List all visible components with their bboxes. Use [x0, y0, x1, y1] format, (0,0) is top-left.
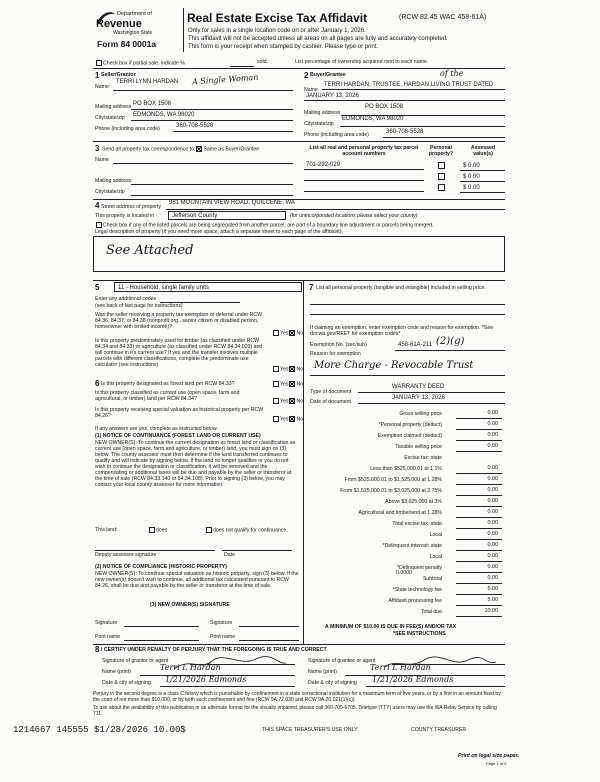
calc-label: Excise tax: state: [404, 455, 442, 461]
county-select[interactable]: [168, 211, 286, 220]
corr-city-label: City/state/zip: [95, 189, 125, 195]
calc-underline: [456, 583, 502, 584]
exemption-no-label: Exemption No. (sec/sub): [310, 342, 367, 348]
doc-type-label: Type of document: [310, 389, 352, 395]
grantor-name-hw: Terri L Hardan: [160, 663, 221, 672]
personal-prop-checkbox-3[interactable]: [438, 184, 445, 191]
buyer-name-line2[interactable]: JANUARY 13, 2026: [306, 93, 359, 99]
header-line2: This affidavit will not be accepted unless all areas on all pages are fully and accurately completed.: [188, 36, 448, 42]
buyer-phone-label: Phone (including area code): [304, 132, 369, 138]
corr-name-label: Name: [95, 157, 109, 163]
grantee-date-label: Date & city of signing: [308, 680, 357, 686]
section-2-number: 2: [304, 71, 309, 80]
calc-label: Taxable selling price: [395, 444, 442, 450]
alternate-format-note: To ask about the availability of this publication in an alternate format for the visually impaired, please call 360-705-6705. Teletype (TTY) users may use the WA Relay Service by calling 711.: [93, 705, 497, 717]
land-use-value: 11 - Household, single family units: [118, 284, 209, 291]
grantee-name-hw: Terri L Hardan: [370, 663, 431, 672]
calc-label: Affidavit processing fee: [388, 598, 442, 604]
assessed-header: Assessed value(s): [470, 145, 496, 157]
claim-exemption-note: If claiming an exemption, enter exemption code and reason for exemption. *See dor.wa.gov/REET for exemption codes*: [310, 325, 494, 337]
section-3-number: 3: [95, 144, 100, 153]
q1-no-checkbox[interactable]: [289, 330, 295, 336]
calc-underline: [456, 429, 502, 430]
buyer-handwritten-note: of the: [440, 69, 464, 78]
seller-mailing[interactable]: PO BOX 1508: [133, 101, 172, 107]
owner-print-label-1: Print name: [95, 634, 121, 640]
street-address[interactable]: 981 MOUNTAIN VIEW ROAD, QUILCENE, WA: [169, 200, 296, 206]
land-use-select[interactable]: [114, 282, 302, 292]
partial-sale-row: Check box if partial sale, indicate %: [95, 60, 185, 67]
current-use-question: Is this property classified as current use (open space, farm and agricultural, or timber) land per RCW 84.34?: [95, 390, 240, 402]
buyer-name[interactable]: TERRI HARDAN, TRUSTEE, HARDAN LIVING TRUST DATED: [324, 82, 494, 88]
calc-underline: [456, 550, 502, 551]
calc-underline: [456, 495, 502, 496]
calc-label: Local: [429, 532, 442, 538]
seller-title: Seller/Grantor: [101, 72, 136, 78]
grantee-name-label: Name (print): [308, 669, 337, 675]
county-value: Jefferson County: [172, 213, 218, 219]
q3-yes-no: Yes No: [272, 381, 303, 388]
calc-label: From $1,525,000.01 to $3,025,000 at 2.75%: [340, 488, 442, 494]
owner-sig-label-1: Signature: [95, 620, 118, 626]
calc-label: *Personal property (deduct): [378, 422, 442, 428]
doc-type[interactable]: WARRANTY DEED: [392, 384, 445, 390]
q2-yes-checkbox[interactable]: [273, 366, 279, 372]
q3-yes-checkbox[interactable]: [273, 381, 279, 387]
legal-paper-note: Print on legal size paper.: [458, 753, 519, 759]
receipt-stamp: 1214667 145555 $1/28/2026 10.00$: [13, 725, 186, 735]
seller-mailing-label: Mailing address: [95, 104, 132, 110]
grantor-signature-scribble: [170, 655, 290, 673]
calc-value[interactable]: 0.00: [487, 487, 498, 493]
calc-label: Exemption claimed (deduct): [377, 433, 442, 439]
minimum-due-note: A MINIMUM OF $10.00 IS DUE IN FEE(S) AND/OR TAX: [325, 624, 457, 630]
calc-value[interactable]: 0.00: [487, 410, 498, 416]
located-label: This property is located in: [95, 213, 155, 219]
calc-value[interactable]: 0.00: [487, 564, 498, 570]
calc-underline: [456, 506, 502, 507]
revenue-wordmark: Revenue: [96, 18, 142, 30]
certify-statement: I CERTIFY UNDER PENALTY OF PERJURY THAT THE FOREGOING IS TRUE AND CORRECT: [101, 647, 327, 653]
section-6-number: 6: [95, 379, 100, 388]
rcw-citation: (RCW 82.45 WAC 458-61A): [399, 14, 487, 21]
personal-prop-header: Personal property?: [428, 145, 454, 157]
personal-prop-checkbox-1[interactable]: [438, 162, 445, 169]
this-land-label: This land:: [95, 527, 118, 533]
header-line3: This form is your receipt when stamped by cashier. Please type or print.: [188, 44, 379, 50]
assessed-1[interactable]: $ 0.00: [463, 163, 480, 169]
located-note: (for unincorporated locations please select your county): [290, 213, 418, 219]
assessed-3[interactable]: $ 0.00: [463, 185, 480, 191]
calc-label: *Delinquent interest: state: [382, 543, 442, 549]
calc-value[interactable]: 0.00: [487, 443, 498, 449]
additional-codes-label: Enter any additional codes: [95, 296, 157, 302]
seller-city[interactable]: EDMONDS, WA 98020: [133, 112, 195, 118]
q2-yes-no: Yes No: [272, 366, 303, 373]
q4-no-checkbox[interactable]: [289, 398, 295, 404]
q3-no-checkbox[interactable]: [289, 381, 295, 387]
calc-label: Gross selling price: [399, 411, 442, 417]
grantee-sig-label: Signature of grantee or agent: [308, 658, 376, 664]
calc-value[interactable]: 0.00: [487, 498, 498, 504]
assessor-signature-label: Deputy assessor signature: [95, 552, 157, 558]
calc-label: Agricultural and timberland at 1.28%: [358, 510, 442, 516]
calc-underline: [456, 473, 502, 474]
reason-label: Reason for exemption: [310, 351, 361, 357]
reason-handwritten: More Charge - Revocable Trust: [314, 360, 474, 371]
calc-label: Total excise tax: state: [392, 521, 442, 527]
q4-yes-no: Yes No: [272, 398, 303, 405]
street-label: Street address of property: [101, 204, 161, 210]
form-title: Real Estate Excise Tax Affidavit: [187, 11, 368, 25]
legal-description-handwritten: See Attached: [106, 243, 194, 258]
buyer-title: Buyer/Grantee: [310, 72, 346, 78]
parcel-col-header: List all real and personal property tax parcel account numbers: [309, 145, 419, 157]
corr-mailing-label: Mailing address: [95, 178, 132, 184]
q5-no-checkbox[interactable]: [289, 416, 295, 422]
section-8-number: 8: [95, 645, 100, 654]
owner-sig-label-2: Signature: [210, 620, 233, 626]
header-line1: Only for sales in a single location code on or after January 1, 2026.: [188, 28, 366, 34]
state-line: Washington State: [113, 30, 153, 36]
q1-yes-no: Yes No: [272, 330, 303, 337]
correspondence-row: Send all property tax correspondence to: Same as Buyer/Grantee: [102, 146, 260, 153]
seller-phone-label: Phone (including area code): [95, 126, 160, 132]
treasurer-use-only: THIS SPACE TREASURER'S USE ONLY: [262, 727, 358, 733]
seller-handwritten-note: A Single Woman: [191, 72, 259, 87]
calc-value[interactable]: 0.00: [487, 531, 498, 537]
calc-label: Above $3,025,000 at 3%: [385, 499, 442, 505]
q5-yes-checkbox[interactable]: [273, 416, 279, 422]
calc-label: Local: [429, 554, 442, 560]
see-instructions: *SEE INSTRUCTIONS: [393, 631, 446, 637]
calc-value[interactable]: 0.00: [487, 542, 498, 548]
owner-print-label-2: Print name: [210, 634, 236, 640]
grantee-signature-scribble: [380, 655, 500, 673]
buyer-city-label: City/state/zip: [304, 121, 334, 127]
forest-question: Is this property designated as forest land per RCW 84.33?: [101, 381, 235, 387]
parcel-1[interactable]: 701-292-029: [306, 162, 341, 168]
sold-label: sold.: [257, 59, 268, 65]
personal-prop-checkbox-2[interactable]: [438, 173, 445, 180]
form-number: Form 84 0001a: [97, 39, 157, 49]
timber-question: Is this property predominately used for timber (as classified under RCW 84.34 and 84.33) or agriculture (as classified under RCW 84.34.020) and will continue in it's current use? If yes and the transfer involves multiple parcels with different classifications, complete the predominate use calculator (see instructions): [95, 338, 263, 368]
calc-underline: [456, 418, 502, 419]
seller-phone[interactable]: 360-708-5528: [176, 123, 214, 129]
buyer-name-label: Name: [304, 87, 318, 93]
partial-sale-checkbox[interactable]: [96, 60, 102, 66]
calc-value[interactable]: 0.00: [487, 432, 498, 438]
calc-value[interactable]: 0.00: [487, 553, 498, 559]
calc-label: Less than $525,000.01 at 1.1%: [370, 466, 442, 472]
q1-yes-checkbox[interactable]: [273, 330, 279, 336]
ownership-note: List percentage of ownership acquired next to each name.: [295, 59, 429, 65]
calc-value[interactable]: 0.00: [487, 520, 498, 526]
new-owner-signature-title: (3) NEW OWNER(S) SIGNATURE: [150, 602, 230, 608]
buyer-city[interactable]: EDMONDS, WA 98020: [342, 116, 404, 122]
section-1-number: 1: [95, 71, 100, 80]
section-7-number: 7: [309, 283, 314, 292]
doc-date-label: Date of document: [310, 399, 351, 405]
calc-value[interactable]: 10.00: [484, 608, 498, 614]
section-5-number: 5: [95, 283, 100, 292]
section-4-number: 4: [95, 201, 100, 210]
legal-description-box[interactable]: [93, 236, 505, 272]
calc-label: Total due: [420, 609, 442, 615]
same-as-buyer-checkbox[interactable]: [196, 146, 202, 152]
local-rate: 0.0000: [396, 570, 412, 576]
assessor-date-label: Date: [224, 552, 235, 558]
grantor-date-label: Date & city of signing: [102, 680, 151, 686]
notice-compliance-body: NEW OWNER(S): To continue special valuation as historic property, sign (3) below. If the new owner(s) doesn't wish to continue, all additional tax calculated pursuant to RCW 84.26, shall be due and payable by the seller or transferor at the time of sale.: [95, 571, 299, 589]
calc-value[interactable]: 5.00: [487, 597, 498, 603]
page-number: Page 1 of 6: [486, 761, 507, 766]
calc-label: From $525,000.01 to $1,525,000 at 1.28%: [344, 477, 442, 483]
calc-label: Subtotal: [422, 576, 442, 582]
calc-underline: [456, 539, 502, 540]
seller-name-label: Name: [95, 84, 109, 90]
calc-underline: [456, 528, 502, 529]
notice-compliance-title: (2) NOTICE OF COMPLIANCE (HISTORIC PROPERTY): [95, 564, 227, 570]
q4-yes-checkbox[interactable]: [273, 398, 279, 404]
buyer-mailing[interactable]: PO BOX 1508: [365, 104, 404, 110]
calc-underline: [456, 616, 502, 617]
notice-continuance-body: NEW OWNER(S): To continue the current designation as forest land or classification as current use (open space, farm and agriculture, or timber) land, you must sign on (3) below. The county assessor must then determine if the land transferred continues to qualify and will indicate by signing below. If the land no longer qualifies or you do not wish to continue the designation or classification, it will be removed and the compensating or additional taxes will be due and payable by the seller or transferor at the time of sale (RCW 84.33.140 or 84.34.108). Prior to signing (3) below, you may contact your local county assessor for more information.: [95, 440, 296, 488]
grantor-date-hw: 1/21/2026 Edmonds: [165, 675, 247, 684]
calc-label: *Delinquent penalty: [397, 565, 442, 571]
seller-city-label: City/state/zip: [95, 115, 125, 121]
exemption-no[interactable]: 458-61A-211: [398, 342, 433, 348]
additional-codes-note: (see back of last page for instructions): [95, 303, 183, 309]
grantor-name-label: Name (print): [102, 669, 131, 675]
calc-value[interactable]: 0.00: [487, 465, 498, 471]
calc-underline: [456, 440, 502, 441]
segregated-checkbox[interactable]: [96, 222, 102, 228]
buyer-phone[interactable]: 360-708-5528: [386, 129, 424, 135]
grantee-date-hw: 1/21/2026 Edmonds: [372, 675, 454, 684]
calc-value[interactable]: 0.00: [487, 509, 498, 515]
q5-yes-no: Yes No: [272, 416, 303, 423]
county-treasurer: COUNTY TREASURER: [411, 727, 467, 733]
calc-underline: [456, 594, 502, 595]
calc-value[interactable]: 0.00: [487, 575, 498, 581]
calc-underline: [456, 605, 502, 606]
does-qualify-checkbox[interactable]: [149, 527, 155, 533]
exemption-question: Was the seller receiving a property tax exemption or deferral under RCW 84.36, 84.37, or 84.38 (nonprofit org., senior citizen or disabled person, homeowner with limited income)?: [95, 312, 263, 330]
dept-line: Department of: [117, 11, 152, 17]
personal-property-label: List all personal property (tangible and intangible) included in selling price.: [316, 285, 486, 291]
calc-underline: [456, 572, 502, 573]
perjury-notice: Perjury in the second degree is a class C felony which is punishable by confinement in a state correctional institution for a maximum term of five years, or by a fine in an amount fixed by the court of not more than $10,000, or by both such confinement and fine (RCW 9A.72.030 and RCW 9A.20.021(1)(c)).: [93, 691, 501, 703]
does-not-qualify-checkbox[interactable]: [206, 527, 212, 533]
segregated-row: Check box if any of the listed parcels are being segregated from another parcel, are part of a boundary line adjustment or parcels being merged.: [95, 222, 433, 229]
buyer-mailing-label: Mailing address: [304, 110, 341, 116]
historic-question: Is this property receiving special valuation as historical property per RCW 84.26?: [95, 407, 264, 419]
grantor-sig-label: Signature of grantor or agent: [102, 658, 169, 664]
calc-value[interactable]: 0.00: [487, 421, 498, 427]
exemption-subsection-hw: (2)(g): [436, 336, 465, 347]
doc-date[interactable]: JANUARY 13, 2026: [392, 395, 445, 401]
calc-underline: [456, 517, 502, 518]
calc-underline: [456, 484, 502, 485]
legal-desc-label: Legal description of property (if you need more space, attach a separate sheet to each page of the affidavit).: [95, 229, 343, 235]
notice-continuance-title: (1) NOTICE OF CONTINUANCE (FOREST LAND OR CURRENT USE): [95, 433, 261, 439]
calc-value[interactable]: 5.00: [487, 586, 498, 592]
q2-no-checkbox[interactable]: [289, 366, 295, 372]
does-row: does: [148, 527, 167, 534]
seller-name[interactable]: TERRI LYNN HARDAN: [116, 79, 179, 85]
assessed-2[interactable]: $ 0.00: [463, 174, 480, 180]
calc-label: *State technology fee: [392, 587, 442, 593]
calc-underline: [456, 561, 502, 562]
calc-value[interactable]: 0.00: [487, 476, 498, 482]
calc-underline: [456, 451, 502, 452]
not-qualify-row: does not qualify for continuance.: [205, 527, 295, 534]
any-yes-note: If any answers are yes, complete as instructed below.: [95, 426, 218, 432]
